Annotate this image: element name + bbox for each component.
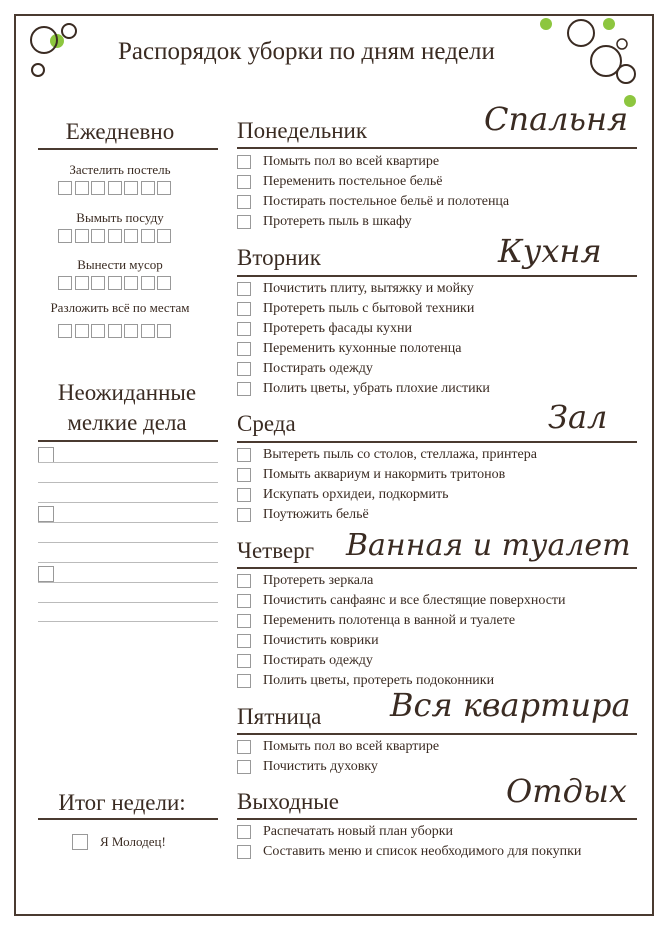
task-item[interactable] [237, 571, 373, 591]
task-item[interactable] [237, 631, 379, 651]
summary-checkbox[interactable] [72, 834, 88, 850]
daily-heading-rule [38, 148, 218, 150]
summary-item[interactable] [72, 834, 166, 850]
task-item[interactable] [237, 505, 369, 525]
unexpected-task-line [38, 462, 218, 463]
page-title: Распорядок уборки по дням недели [118, 38, 495, 65]
task-checkbox[interactable] [237, 468, 251, 482]
task-checkbox[interactable] [237, 740, 251, 754]
day-checkbox[interactable] [91, 181, 105, 195]
task-checkbox[interactable] [237, 594, 251, 608]
day-checkbox[interactable] [157, 324, 171, 338]
day-heading-rule [237, 441, 637, 443]
day-checkbox[interactable] [141, 229, 155, 243]
task-label: Переменить постельное бельё [263, 174, 443, 189]
day-checkbox[interactable] [75, 229, 89, 243]
task-label: Почистить санфаянс и все блестящие поверхности [263, 593, 566, 608]
task-item[interactable] [237, 279, 474, 299]
task-checkbox[interactable] [237, 302, 251, 316]
task-item[interactable] [237, 299, 474, 319]
day-checkbox[interactable] [124, 229, 138, 243]
task-checkbox[interactable] [237, 362, 251, 376]
day-checkbox[interactable] [141, 276, 155, 290]
day-heading: Выходные [237, 789, 339, 814]
task-item[interactable] [237, 445, 537, 465]
daily-heading: Ежедневно [65, 119, 175, 144]
task-item[interactable] [237, 611, 515, 631]
day-checkbox[interactable] [124, 324, 138, 338]
task-checkbox[interactable] [237, 155, 251, 169]
day-checkbox[interactable] [75, 181, 89, 195]
task-label: Переменить кухонные полотенца [263, 341, 462, 356]
daily-item-checkbox-row [58, 324, 174, 338]
daily-item-checkbox-row [58, 181, 174, 195]
day-heading: Среда [237, 411, 296, 436]
daily-item-label: Разложить всё по местам [50, 300, 190, 315]
room-title: Зал [548, 398, 608, 436]
unexpected-task-line [38, 582, 218, 583]
room-title: Ванная и туалет [346, 528, 631, 563]
day-heading-rule [237, 147, 637, 149]
task-label: Поутюжить бельё [263, 507, 369, 522]
task-label: Распечатать новый план уборки [263, 824, 454, 839]
task-label: Почистить плиту, вытяжку и мойку [263, 281, 474, 296]
task-label: Постирать постельное бельё и полотенца [263, 194, 510, 209]
day-checkbox[interactable] [157, 276, 171, 290]
unexpected-task-checkbox[interactable] [38, 447, 54, 463]
task-item[interactable] [237, 359, 373, 379]
day-checkbox[interactable] [91, 276, 105, 290]
task-checkbox[interactable] [237, 674, 251, 688]
task-item[interactable] [237, 319, 412, 339]
daily-item-checkbox-row [58, 229, 174, 243]
day-heading: Вторник [237, 245, 321, 270]
day-heading: Четверг [237, 538, 315, 563]
day-heading: Понедельник [237, 118, 367, 143]
task-item[interactable] [237, 842, 581, 862]
room-title: Спальня [484, 100, 629, 138]
task-checkbox[interactable] [237, 614, 251, 628]
task-label: Помыть пол во всей квартире [263, 739, 440, 754]
day-heading-rule [237, 275, 637, 277]
task-item[interactable] [237, 465, 505, 485]
task-checkbox[interactable] [237, 322, 251, 336]
day-checkbox[interactable] [91, 229, 105, 243]
day-checkbox[interactable] [108, 229, 122, 243]
task-label: Помыть пол во всей квартире [263, 154, 440, 169]
task-checkbox[interactable] [237, 845, 251, 859]
task-checkbox[interactable] [237, 825, 251, 839]
unexpected-task-line [38, 502, 218, 503]
task-checkbox[interactable] [237, 282, 251, 296]
daily-item-label: Вымыть посуду [76, 210, 164, 225]
task-item[interactable] [237, 379, 490, 399]
task-label: Протереть пыль с бытовой техники [263, 301, 475, 316]
circles-decoration-top-left [24, 14, 84, 84]
task-item[interactable] [237, 737, 439, 757]
day-checkbox[interactable] [75, 276, 89, 290]
day-heading-rule [237, 818, 637, 820]
task-item[interactable] [237, 757, 378, 777]
day-checkbox[interactable] [124, 181, 138, 195]
task-label: Составить меню и список необходимого для покупки [263, 844, 582, 859]
task-label: Почистить коврики [263, 633, 379, 648]
task-label: Искупать орхидеи, подкормить [263, 487, 449, 502]
unexpected-task-line [38, 562, 218, 563]
task-item[interactable] [237, 591, 566, 611]
day-heading-rule [237, 733, 637, 735]
task-item[interactable] [237, 339, 461, 359]
task-checkbox[interactable] [237, 574, 251, 588]
daily-item-checkbox-row [58, 276, 174, 290]
unexpected-heading: Неожиданные мелкие дела [57, 380, 197, 435]
day-heading-rule [237, 567, 637, 569]
room-title: Отдых [506, 772, 627, 810]
task-checkbox[interactable] [237, 760, 251, 774]
task-checkbox[interactable] [237, 654, 251, 668]
task-checkbox[interactable] [237, 342, 251, 356]
summary-label: Я Молодец! [100, 834, 166, 849]
day-heading: Пятница [237, 704, 322, 729]
day-checkbox[interactable] [157, 181, 171, 195]
room-title: Кухня [498, 232, 602, 270]
day-checkbox[interactable] [58, 229, 72, 243]
unexpected-heading-rule [38, 440, 218, 442]
circles-decoration-top-right [530, 14, 645, 114]
day-checkbox[interactable] [141, 324, 155, 338]
day-checkbox[interactable] [141, 181, 155, 195]
task-item[interactable] [237, 172, 442, 192]
task-item[interactable] [237, 152, 439, 172]
day-checkbox[interactable] [108, 324, 122, 338]
day-checkbox[interactable] [157, 229, 171, 243]
task-checkbox[interactable] [237, 634, 251, 648]
summary-heading-rule [38, 818, 218, 820]
summary-heading: Итог недели: [58, 790, 186, 815]
task-checkbox[interactable] [237, 215, 251, 229]
task-item[interactable] [237, 822, 453, 842]
day-checkbox[interactable] [58, 324, 72, 338]
unexpected-task-line [38, 602, 218, 603]
task-label: Помыть аквариум и накормить тритонов [263, 467, 506, 482]
task-item[interactable] [237, 651, 373, 671]
daily-item-label: Застелить постель [69, 162, 171, 177]
task-label: Протереть зеркала [263, 573, 374, 588]
room-title: Вся квартира [390, 686, 631, 724]
task-label: Протереть пыль в шкафу [263, 214, 412, 229]
task-label: Постирать одежду [263, 361, 373, 376]
task-label: Вытереть пыль со столов, стеллажа, принтера [263, 447, 537, 462]
unexpected-task-line [38, 542, 218, 543]
task-label: Протереть фасады кухни [263, 321, 412, 336]
day-checkbox[interactable] [124, 276, 138, 290]
day-checkbox[interactable] [58, 181, 72, 195]
task-checkbox[interactable] [237, 195, 251, 209]
task-checkbox[interactable] [237, 488, 251, 502]
task-label: Постирать одежду [263, 653, 373, 668]
daily-item-label: Вынести мусор [77, 257, 163, 272]
unexpected-task-checkbox[interactable] [38, 566, 54, 582]
task-label: Полить цветы, протереть подоконники [263, 673, 495, 688]
task-item[interactable] [237, 212, 412, 232]
task-label: Переменить полотенца в ванной и туалете [263, 613, 516, 628]
day-checkbox[interactable] [108, 276, 122, 290]
day-checkbox[interactable] [75, 324, 89, 338]
day-checkbox[interactable] [108, 181, 122, 195]
day-checkbox[interactable] [91, 324, 105, 338]
task-checkbox[interactable] [237, 448, 251, 462]
unexpected-task-checkbox[interactable] [38, 506, 54, 522]
task-checkbox[interactable] [237, 382, 251, 396]
task-item[interactable] [237, 192, 509, 212]
task-checkbox[interactable] [237, 175, 251, 189]
unexpected-task-line [38, 522, 218, 523]
task-checkbox[interactable] [237, 508, 251, 522]
unexpected-task-line [38, 482, 218, 483]
task-label: Полить цветы, убрать плохие листики [263, 381, 490, 396]
day-checkbox[interactable] [58, 276, 72, 290]
task-label: Почистить духовку [263, 759, 378, 774]
task-item[interactable] [237, 485, 449, 505]
unexpected-task-line [38, 621, 218, 622]
